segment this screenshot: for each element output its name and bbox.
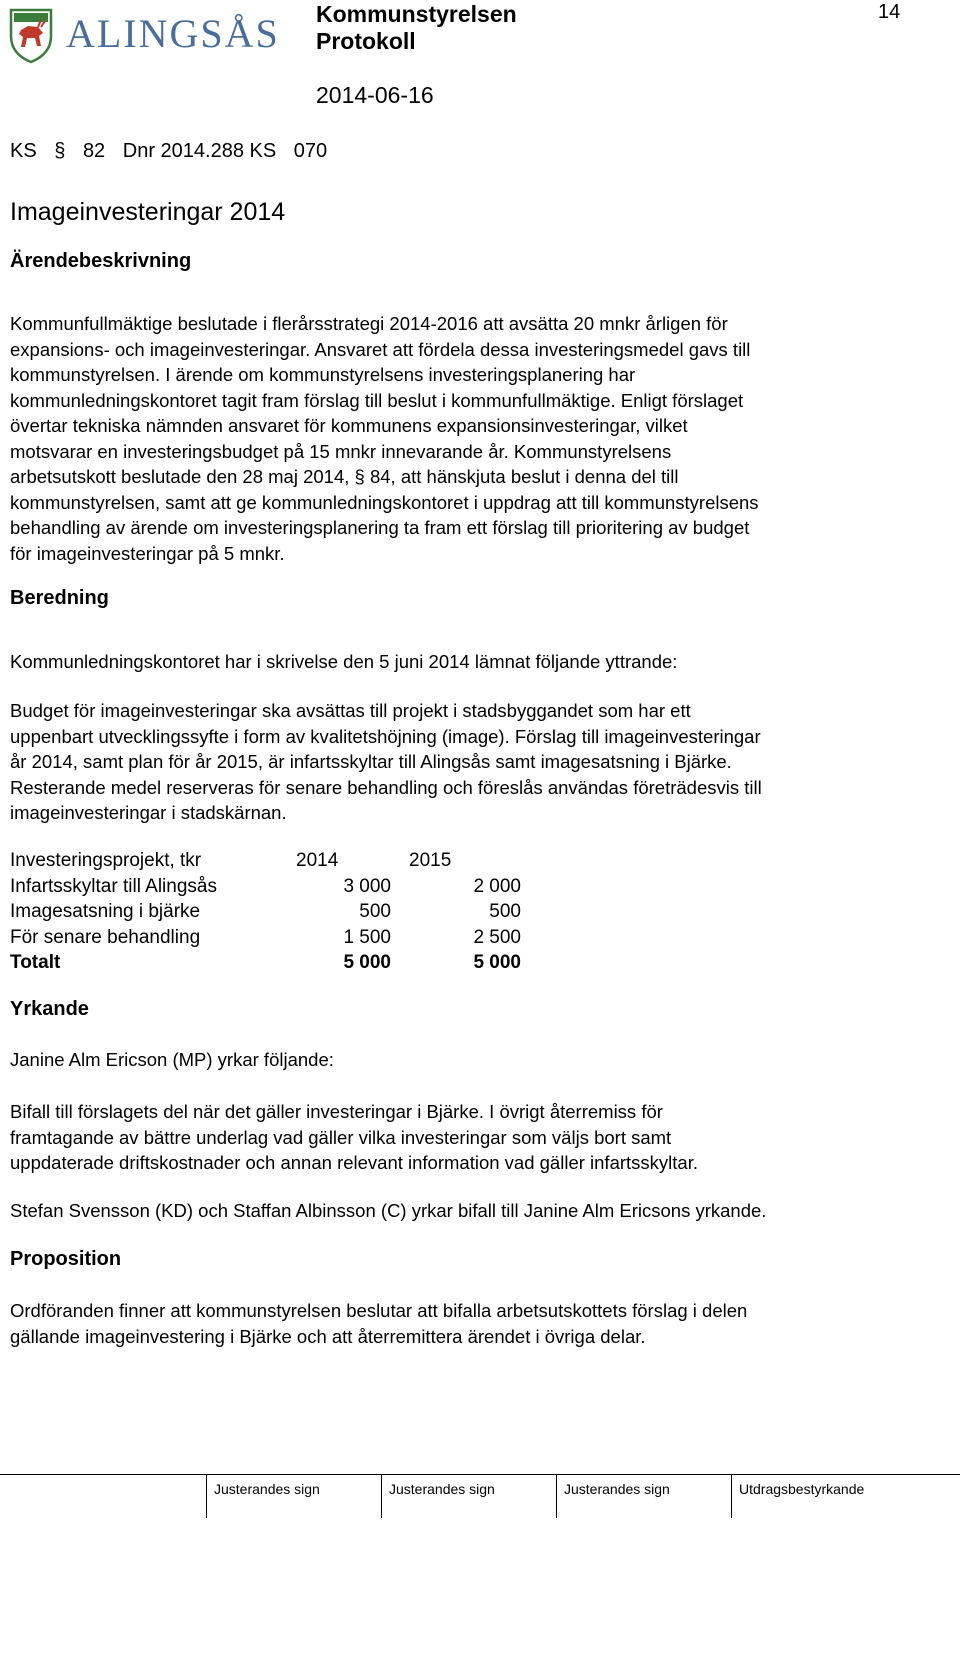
table-cell: Imagesatsning i bjärke bbox=[10, 901, 201, 922]
yrkande-second: Stefan Svensson (KD) och Staffan Albinsson (C) yrkar bifall till Janine Alm Ericsons yrkande. bbox=[10, 1200, 767, 1221]
page-number: 14 bbox=[878, 1, 901, 23]
footer-label-sign-2: Justerandes sign bbox=[389, 1481, 495, 1497]
table-cell: 2 500 bbox=[473, 926, 521, 948]
table-row bbox=[10, 925, 521, 951]
yrkande-intro: Janine Alm Ericson (MP) yrkar följande: bbox=[10, 1049, 334, 1070]
table-total-cell: 5 000 bbox=[343, 952, 391, 973]
footer-divider bbox=[381, 1474, 382, 1518]
footer-rule bbox=[0, 1474, 960, 1475]
table-cell: 3 000 bbox=[343, 875, 391, 897]
table-cell: 1 500 bbox=[343, 926, 391, 948]
beredning-intro: Kommunledningskontoret har i skrivelse den 5 juni 2014 lämnat följande yttrande: bbox=[10, 651, 678, 672]
table-header-cell: 2015 bbox=[409, 850, 452, 871]
table-header-row bbox=[10, 848, 521, 874]
heading-arendebeskrivning: Ärendebeskrivning bbox=[10, 250, 192, 272]
footer-divider bbox=[206, 1474, 207, 1518]
footer-label-certification: Utdragsbestyrkande bbox=[739, 1481, 865, 1497]
document-type: Protokoll bbox=[316, 28, 416, 54]
arendebeskrivning-text: Kommunfullmäktige beslutade i flerårsstrategi 2014-2016 att avsätta 20 mnkr årligen för expansions- och imageinvesteringar. Ansvaret att fördela dessa investeringsmedel gavs till kommunstyrelsen. I ärende om kommunstyrelsens investeringsplanering har kommunledningskontoret tagit fram förslag till beslut i kommunfullmäktige. Enligt förslaget övertar tekniska nämnden ansvaret för kommunens expansionsinvesteringar, vilket motsvarar en investeringsbudget på 15 mnkr innevarande år. Kommunstyrelsens arbetsutskott beslutade den 28 maj 2014, § 84, att hänskjuta beslut i denna del till kommunstyrelsen, samt att ge kommunledningskontoret i uppdrag att till kommunstyrelsens behandling av ärende om investeringsplanering ta fram ett förslag till prioritering av budget för imageinvesteringar på 5 mnkr. bbox=[10, 313, 759, 564]
table-row bbox=[10, 899, 521, 925]
heading-yrkande: Yrkande bbox=[10, 998, 89, 1020]
body-name: Kommunstyrelsen bbox=[316, 1, 517, 27]
yrkande-text: Bifall till förslagets del när det gäller investeringar i Bjärke. I övrigt återremiss för framtagande av bättre underlag vad gäller vilka investeringar som väljs bort samt uppdaterade driftskostnader och annan relevant information vad gäller infartsskyltar. bbox=[10, 1101, 698, 1173]
table-total-cell: Totalt bbox=[10, 952, 61, 973]
table-header-cell: Investeringsprojekt, tkr bbox=[10, 850, 202, 871]
table-header-cell: 2014 bbox=[296, 850, 339, 871]
table-cell: 500 bbox=[359, 901, 391, 922]
case-code: 070 bbox=[293, 140, 328, 162]
case-reference bbox=[10, 140, 327, 163]
diary-number: Dnr 2014.288 KS bbox=[122, 140, 277, 162]
paragraph-symbol: § bbox=[54, 140, 66, 162]
footer-divider bbox=[731, 1474, 732, 1518]
footer-label-sign-3: Justerandes sign bbox=[564, 1481, 670, 1497]
table-cell: För senare behandling bbox=[10, 926, 201, 948]
table-row bbox=[10, 874, 521, 900]
proposition-text: Ordföranden finner att kommunstyrelsen beslutar att bifalla arbetsutskottets förslag i delen gällande imageinvestering i Bjärke och att återremittera ärendet i övriga delar. bbox=[10, 1300, 748, 1347]
case-title: Imageinvesteringar 2014 bbox=[10, 198, 286, 226]
footer-label-sign-1: Justerandes sign bbox=[214, 1481, 320, 1497]
meeting-date: 2014-06-16 bbox=[316, 82, 434, 108]
table-total-row bbox=[10, 950, 521, 976]
paragraph-number: 82 bbox=[82, 140, 106, 162]
coat-of-arms-icon bbox=[8, 6, 54, 64]
table-cell: 2 000 bbox=[473, 875, 521, 897]
budget-table bbox=[10, 848, 521, 976]
footer-divider bbox=[556, 1474, 557, 1518]
case-prefix: KS bbox=[10, 140, 37, 162]
municipality-name: ALINGSÅS bbox=[66, 11, 280, 56]
heading-beredning: Beredning bbox=[10, 587, 109, 609]
municipality-logo bbox=[8, 6, 298, 68]
heading-proposition: Proposition bbox=[10, 1248, 122, 1270]
table-cell: Infartsskyltar till Alingsås bbox=[10, 875, 217, 897]
beredning-text: Budget för imageinvesteringar ska avsättas till projekt i stadsbyggandet som har ett uppenbart utvecklingssyfte i form av kvalitetshöjning (image). Förslag till imageinvesteringar år 2014, samt plan för år 2015, är infartsskyltar till Alingsås samt imagesatsning i Bjärke. Resterande medel reserveras för senare behandling och föreslås användas företrädesvis till imageinvesteringar i stadskärnan. bbox=[10, 700, 762, 823]
table-cell: 500 bbox=[489, 901, 521, 922]
table-total-cell: 5 000 bbox=[473, 952, 521, 973]
